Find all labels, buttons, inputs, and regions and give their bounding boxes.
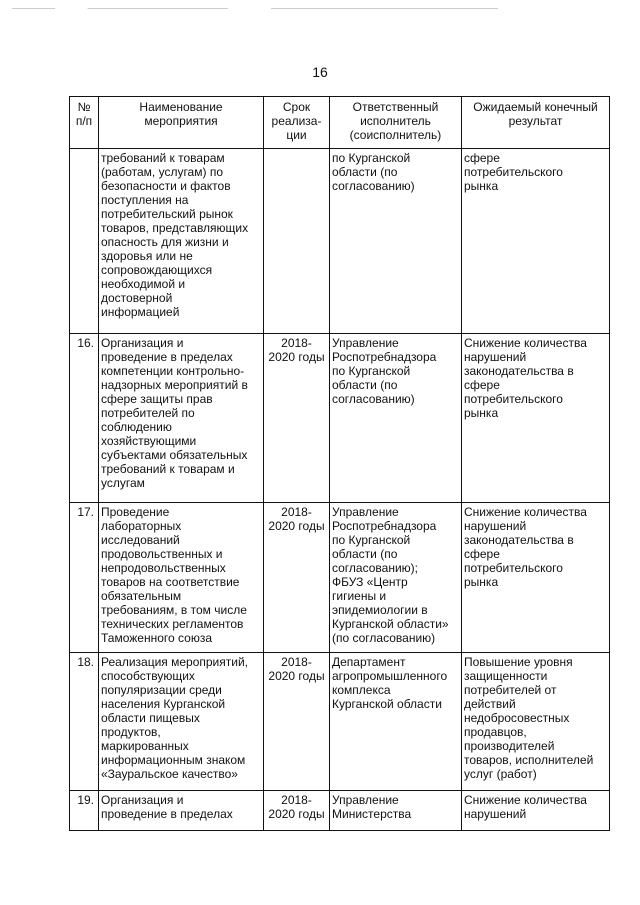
page-number: 16 (312, 64, 328, 80)
row-name: Организация и проведение в пределах компетенции контрольно- надзорных мероприятий в сфере защиты прав потребителей по соблюдению хозяйствующими субъектами обязательных требований к товарам и услугам (99, 334, 264, 503)
row-result: Снижение количества нарушений (462, 791, 610, 831)
header-term: Срок реализа- ции (264, 97, 330, 149)
table-row (70, 334, 610, 503)
row-result: сфере потребительского рынка (462, 149, 610, 334)
row-number: 17. (70, 503, 99, 653)
table-row (70, 653, 610, 791)
row-term: 2018- 2020 годы (264, 791, 330, 831)
header-number: № п/п (70, 97, 99, 149)
header-name: Наименование мероприятия (99, 97, 264, 149)
row-term: 2018- 2020 годы (264, 334, 330, 503)
table-row (70, 791, 610, 831)
header-result: Ожидаемый конечный результат (462, 97, 610, 149)
row-executor: по Курганской области (по согласованию) (330, 149, 462, 334)
scan-artifact-line (12, 8, 552, 9)
measures-table (69, 96, 610, 831)
row-term: 2018- 2020 годы (264, 503, 330, 653)
row-name: требований к товарам (работам, услугам) по безопасности и фактов поступления на потребительский рынок товаров, представляющих опасность для жизни и здоровья или не сопровождающихся необходимой и достоверной информацией (99, 149, 264, 334)
row-result: Снижение количества нарушений законодательства в сфере потребительского рынка (462, 334, 610, 503)
header-executor: Ответственный исполнитель (соисполнитель) (330, 97, 462, 149)
row-executor: Департамент агропромышленного комплекса Курганской области (330, 653, 462, 791)
row-number (70, 149, 99, 334)
row-executor: Управление Роспотребнадзора по Курганской области (по согласованию); ФБУЗ «Центр гигиены и эпидемиологии в Курганской области» (по согласованию) (330, 503, 462, 653)
row-executor: Управление Министерства (330, 791, 462, 831)
row-name: Реализация мероприятий, способствующих популяризации среди населения Курганской области пищевых продуктов, маркированных информационным знаком «Зауральское качество» (99, 653, 264, 791)
row-number: 19. (70, 791, 99, 831)
row-name: Проведение лабораторных исследований продовольственных и непродовольственных товаров на соответствие обязательным требованиям, в том числе технических регламентов Таможенного союза (99, 503, 264, 653)
row-number: 16. (70, 334, 99, 503)
table-row (70, 149, 610, 334)
table-header-row (70, 97, 610, 149)
table-row (70, 503, 610, 653)
row-term (264, 149, 330, 334)
row-name: Организация и проведение в пределах (99, 791, 264, 831)
row-number: 18. (70, 653, 99, 791)
row-executor: Управление Роспотребнадзора по Курганской области (по согласованию) (330, 334, 462, 503)
row-result: Снижение количества нарушений законодательства в сфере потребительского рынка (462, 503, 610, 653)
row-result: Повышение уровня защищенности потребителей от действий недобросовестных продавцов, производителей товаров, исполнителей услуг (работ) (462, 653, 610, 791)
row-term: 2018- 2020 годы (264, 653, 330, 791)
